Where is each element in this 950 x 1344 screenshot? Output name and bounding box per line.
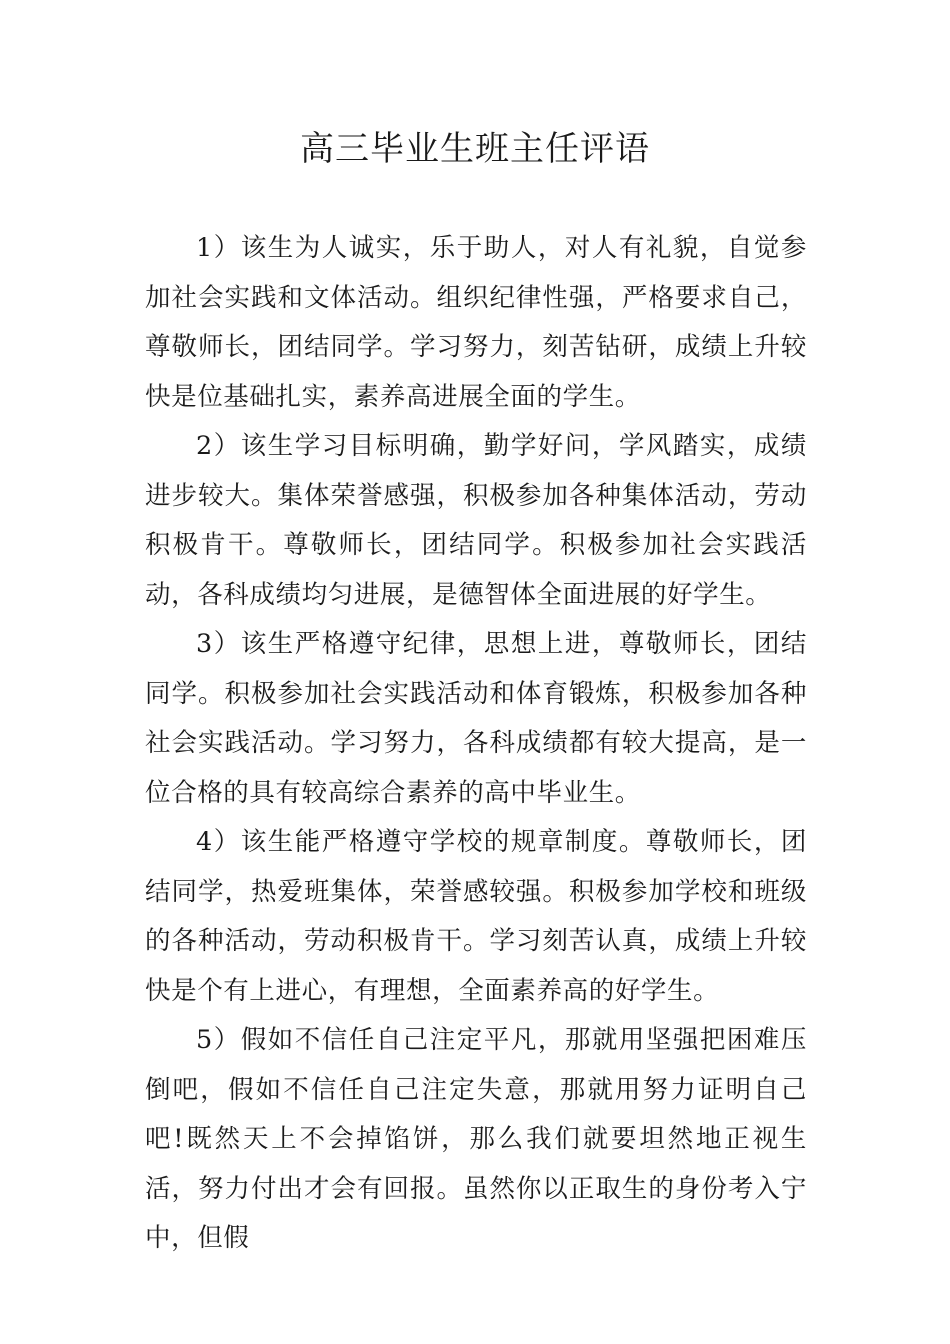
comment-paragraph-2: 2）该生学习目标明确，勤学好问，学风踏实，成绩进步较大。集体荣誉感强，积极参加各种集体活动，劳动积极肯干。尊敬师长，团结同学。积极参加社会实践活动，各科成绩均匀进展，是德智体全面进展的好学生。 bbox=[145, 431, 807, 610]
comment-paragraph-1: 1）该生为人诚实，乐于助人，对人有礼貌，自觉参加社会实践和文体活动。组织纪律性强，严格要求自己，尊敬师长，团结同学。学习努力，刻苦钻研，成绩上升较快是位基础扎实，素养高进展全面的学生。 bbox=[145, 233, 807, 412]
document-title: 高三毕业生班主任评语 bbox=[300, 129, 650, 169]
comment-paragraph-3: 3）该生严格遵守纪律，思想上进，尊敬师长，团结同学。积极参加社会实践活动和体育锻炼，积极参加各种社会实践活动。学习努力，各科成绩都有较大提高，是一位合格的具有较高综合素养的高中毕业生。 bbox=[145, 629, 807, 808]
comment-paragraph-4: 4）该生能严格遵守学校的规章制度。尊敬师长，团结同学，热爱班集体，荣誉感较强。积极参加学校和班级的各种活动，劳动积极肯干。学习刻苦认真，成绩上升较快是个有上进心，有理想，全面素养高的好学生。 bbox=[145, 827, 807, 1006]
document-body bbox=[145, 224, 807, 1264]
comment-paragraph-5: 5）假如不信任自己注定平凡，那就用坚强把困难压倒吧，假如不信任自己注定失意，那就用努力证明自己吧!既然天上不会掉馅饼，那么我们就要坦然地正视生活，努力付出才会有回报。虽然你以正取生的身份考入宁中，但假 bbox=[145, 1025, 807, 1253]
